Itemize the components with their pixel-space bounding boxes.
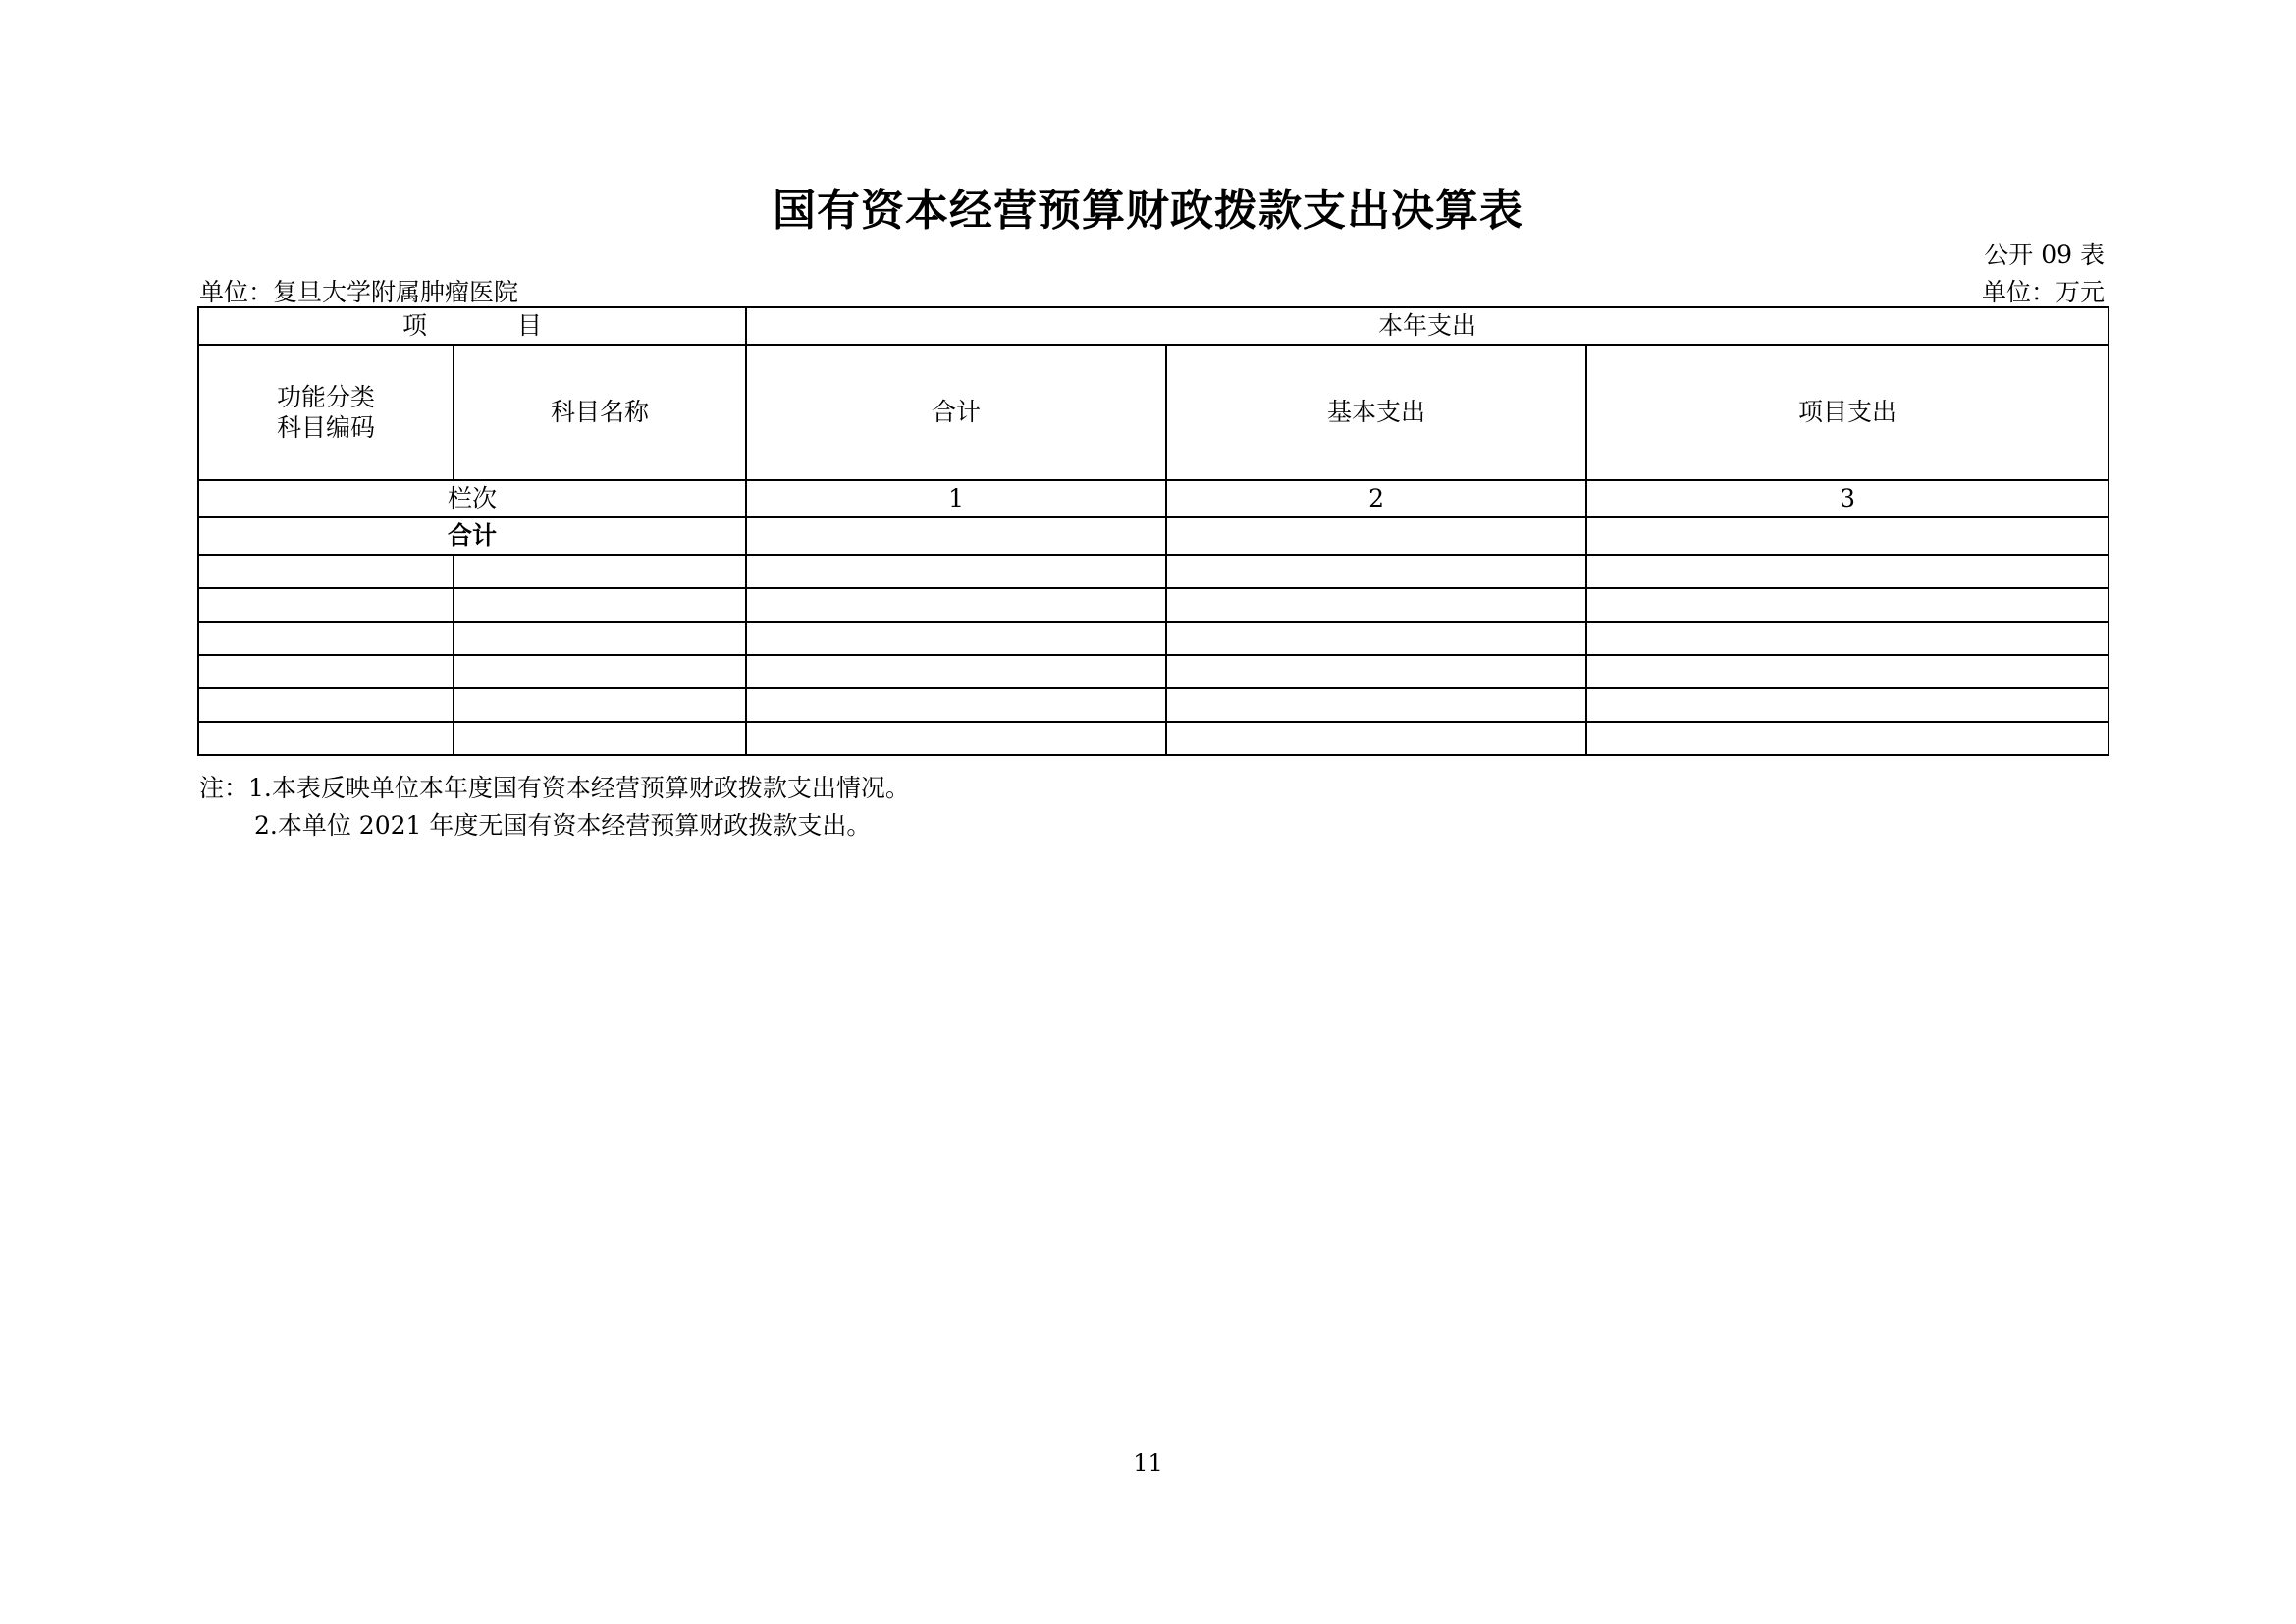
note-line-1: 注：1.本表反映单位本年度国有资本经营预算财政拨款支出情况。 bbox=[199, 774, 910, 802]
notes bbox=[199, 770, 910, 844]
unit-currency: 单位：万元 bbox=[1981, 278, 2105, 306]
table-cell bbox=[1166, 555, 1586, 588]
table-cell bbox=[1586, 688, 2109, 722]
table-cell bbox=[198, 555, 454, 588]
table-cell bbox=[454, 688, 746, 722]
sequence-2: 2 bbox=[1166, 480, 1586, 517]
table-cell bbox=[746, 688, 1166, 722]
table-cell bbox=[1586, 555, 2109, 588]
col-header-project: 项目支出 bbox=[1586, 345, 2109, 480]
table-cell bbox=[1166, 622, 1586, 655]
col-header-name: 科目名称 bbox=[454, 345, 746, 480]
table-cell bbox=[1586, 622, 2109, 655]
table-cell bbox=[1166, 722, 1586, 755]
sequence-label: 栏次 bbox=[198, 480, 746, 517]
table-header-row bbox=[198, 307, 2109, 345]
table-cell bbox=[198, 588, 454, 622]
document-title: 国有资本经营预算财政拨款支出决算表 bbox=[773, 186, 1523, 236]
sequence-1: 1 bbox=[746, 480, 1166, 517]
total-row bbox=[198, 517, 2109, 555]
page-number: 11 bbox=[1133, 1449, 1163, 1477]
unit-organization: 单位：复旦大学附属肿瘤医院 bbox=[199, 278, 519, 306]
total-cell bbox=[1586, 517, 2109, 555]
table-cell bbox=[1586, 588, 2109, 622]
expenditure-table bbox=[197, 306, 2109, 756]
sequence-row bbox=[198, 480, 2109, 517]
table-row bbox=[198, 655, 2109, 688]
col-header-total: 合计 bbox=[746, 345, 1166, 480]
table-cell bbox=[198, 688, 454, 722]
table-row bbox=[198, 555, 2109, 588]
table-column-header-row bbox=[198, 345, 2109, 480]
table-cell bbox=[454, 588, 746, 622]
total-cell bbox=[746, 517, 1166, 555]
col-header-code: 功能分类 科目编码 bbox=[198, 345, 454, 480]
table-cell bbox=[746, 722, 1166, 755]
table-row bbox=[198, 622, 2109, 655]
table-cell bbox=[454, 622, 746, 655]
table-cell bbox=[746, 588, 1166, 622]
table-cell bbox=[746, 622, 1166, 655]
table-row bbox=[198, 588, 2109, 622]
table-cell bbox=[1166, 688, 1586, 722]
header-item: 项 目 bbox=[198, 307, 746, 345]
col-header-basic: 基本支出 bbox=[1166, 345, 1586, 480]
table-cell bbox=[1166, 588, 1586, 622]
table-cell bbox=[1586, 655, 2109, 688]
table-cell bbox=[1586, 722, 2109, 755]
total-label: 合计 bbox=[198, 517, 746, 555]
table-cell bbox=[198, 722, 454, 755]
sequence-3: 3 bbox=[1586, 480, 2109, 517]
total-cell bbox=[1166, 517, 1586, 555]
header-current-year: 本年支出 bbox=[746, 307, 2109, 345]
table-cell bbox=[746, 655, 1166, 688]
table-row bbox=[198, 688, 2109, 722]
table-cell bbox=[1166, 655, 1586, 688]
table-cell bbox=[454, 722, 746, 755]
table-row bbox=[198, 722, 2109, 755]
table-cell bbox=[198, 622, 454, 655]
form-number: 公开 09 表 bbox=[1984, 241, 2105, 269]
table-cell bbox=[454, 655, 746, 688]
table-cell bbox=[746, 555, 1166, 588]
table-cell bbox=[454, 555, 746, 588]
table-cell bbox=[198, 655, 454, 688]
note-line-2: 2.本单位 2021 年度无国有资本经营预算财政拨款支出。 bbox=[254, 811, 872, 839]
